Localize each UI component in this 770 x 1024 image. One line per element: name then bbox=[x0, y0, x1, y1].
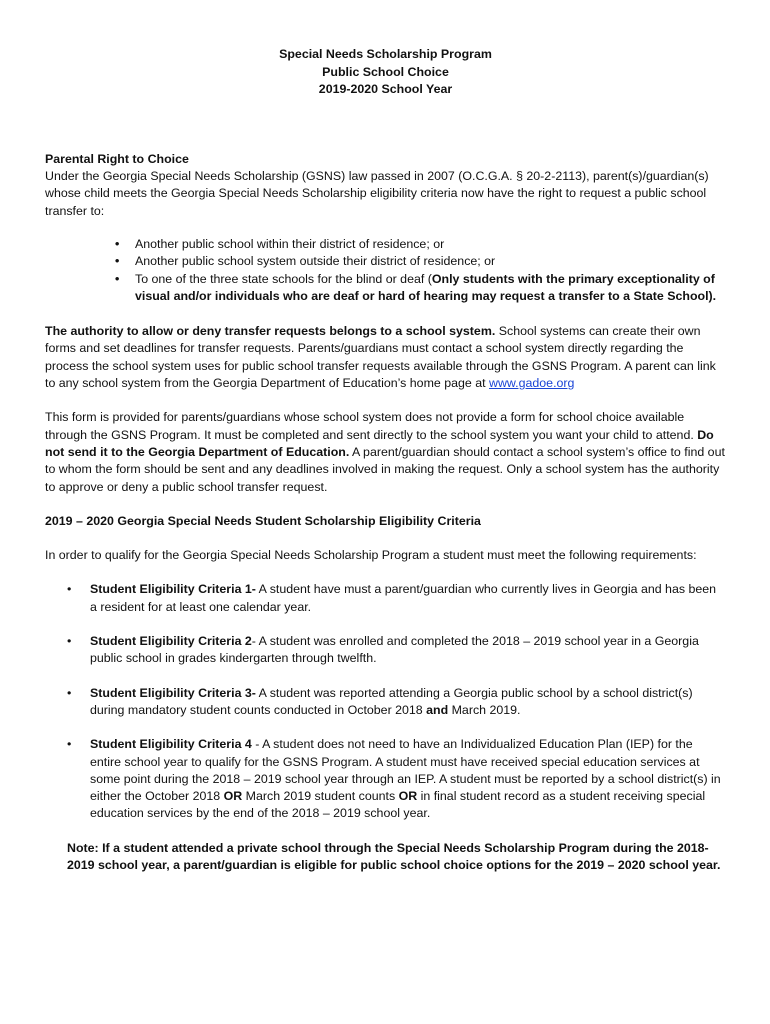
program-title: Special Needs Scholarship Program bbox=[279, 47, 492, 61]
criteria-heading: 2019 – 2020 Georgia Special Needs Student Scholarship Eligibility Criteria bbox=[45, 513, 481, 528]
criteria-emphasis: OR bbox=[398, 789, 418, 804]
do-not-send-warning: Do not send it to the Georgia Department of Education. bbox=[45, 427, 714, 459]
gadoe-link[interactable]: www.gadoe.org bbox=[489, 376, 575, 391]
list-item bbox=[115, 271, 726, 306]
criteria-text: March 2019 student counts bbox=[242, 789, 399, 804]
list-item bbox=[67, 633, 726, 668]
private-school-note: Note: If a student attended a private school through the Special Needs Scholarship Program during the 2018- 2019 school year, a parent/guardian is eligible for public school choice options for the 2019 – 2020 school year. bbox=[67, 840, 721, 872]
list-item bbox=[115, 236, 726, 253]
bullet-icon: • bbox=[115, 236, 120, 251]
transfer-option-text: Another public school system outside their district of residence; or bbox=[135, 254, 496, 269]
criteria-intro: In order to qualify for the Georgia Special Needs Scholarship Program a student must meet the following requirements: bbox=[45, 548, 697, 563]
criteria-emphasis: OR bbox=[223, 789, 243, 804]
criteria-emphasis: and bbox=[426, 702, 449, 717]
transfer-option-text: Another public school within their district of residence; or bbox=[135, 236, 445, 251]
form-info-text: A parent/guardian should contact a school system’s office to find out to whom the form should be sent and any deadlines involved in making the request. Only a school system has the authority to approve or deny a public school transfer request. bbox=[45, 444, 725, 494]
bullet-icon: • bbox=[67, 582, 72, 597]
list-item bbox=[67, 736, 726, 822]
school-year-title: 2019-2020 School Year bbox=[318, 82, 453, 97]
bullet-icon: • bbox=[115, 271, 120, 286]
parental-right-intro: Under the Georgia Special Needs Scholarship (GSNS) law passed in 2007 (O.C.G.A. § 20-2-2113), parent(s)/guardian(s) whose child meets the Georgia Special Needs Scholarship eligibility criteria now have the right to request a public school transfer to: bbox=[45, 169, 709, 218]
form-info-paragraph bbox=[45, 409, 726, 495]
state-school-restriction: Only students with the primary exceptionality of visual and/or individuals who are deaf or hard of hearing may request a transfer to a State School). bbox=[135, 271, 717, 303]
form-info-text: This form is provided for parents/guardians whose school system does not provide a form for school choice available through the GSNS Program. It must be completed and sent directly to the school system you want your child to attend. bbox=[45, 410, 698, 442]
parental-right-heading: Parental Right to Choice bbox=[45, 151, 189, 166]
bullet-icon: • bbox=[115, 254, 120, 269]
bullet-icon: • bbox=[67, 737, 72, 752]
criteria-text: March 2019. bbox=[448, 702, 521, 717]
criteria-text: - A student does not need to have an Individualized Education Plan (IEP) for the entire school year to qualify for the GSNS Program. A student must have received special education services at some point during the 2018 – 2019 school year through an IEP. A student must be reported by a school district(s) in either the October 2018 bbox=[90, 737, 721, 804]
criteria-text: - A student was enrolled and completed the 2018 – 2019 school year in a Georgia public school in grades kindergarten through twelfth. bbox=[90, 634, 699, 666]
criteria-label: Student Eligibility Criteria 4 bbox=[90, 737, 252, 752]
criteria-list bbox=[45, 581, 726, 822]
criteria-label: Student Eligibility Criteria 2 bbox=[90, 634, 252, 649]
authority-text: School systems can create their own forms and set deadlines for transfer requests. Parents/guardians must contact a school system directly regarding the process the school system uses for public school transfer requests available through the GSNS Program. A parent can link to any school system from the Georgia Department of Education’s home page at bbox=[45, 324, 716, 391]
list-item bbox=[67, 685, 726, 720]
document-header bbox=[45, 46, 726, 99]
criteria-text: A student have must a parent/guardian who currently lives in Georgia and has been a resident for at least one calendar year. bbox=[90, 582, 717, 614]
criteria-label: Student Eligibility Criteria 3- bbox=[90, 685, 256, 700]
criteria-text: in final student record as a student receiving special education services by the end of the 2018 – 2019 school year. bbox=[90, 789, 706, 821]
list-item bbox=[67, 581, 726, 616]
authority-lead: The authority to allow or deny transfer requests belongs to a school system. bbox=[45, 324, 496, 339]
transfer-option-text: To one of the three state schools for the blind or deaf ( bbox=[135, 271, 432, 286]
criteria-text: A student was reported attending a Georgia public school by a school district(s) during mandatory student counts conducted in October 2018 bbox=[90, 685, 693, 717]
transfer-options-list bbox=[45, 236, 726, 305]
authority-paragraph bbox=[45, 323, 726, 392]
bullet-icon: • bbox=[67, 634, 72, 649]
criteria-label: Student Eligibility Criteria 1- bbox=[90, 582, 256, 597]
bullet-icon: • bbox=[67, 685, 72, 700]
list-item bbox=[115, 253, 726, 270]
program-subtitle: Public School Choice bbox=[322, 64, 449, 79]
